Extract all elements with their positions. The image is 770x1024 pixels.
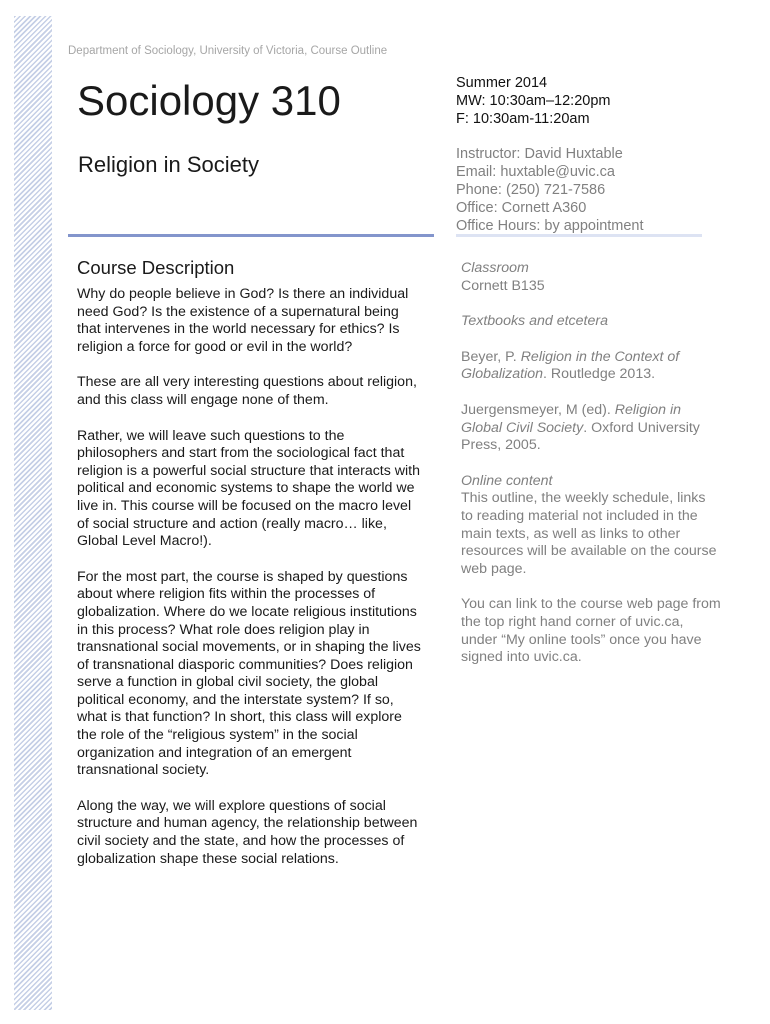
classroom-label: Classroom (461, 260, 529, 276)
phone-line: Phone: (250) 721-7586 (456, 182, 606, 198)
textbooks-label: Textbooks and etcetera (461, 313, 608, 330)
classroom-value: Cornett B135 (461, 277, 545, 294)
header-divider-left (68, 234, 434, 237)
classroom-block (461, 260, 721, 295)
description-paragraph: For the most part, the course is shaped by questions about where religion fits within the processes of globalization. Where do we locate religious institutions in this process? What role does religion play in transnational social movements, or in shaping the lives of transnational diasporic communities? Does religion serve a function in global civil society, the global political economy, and the interstate system? If so, what is that function? In short, this class will explore the role of the “religious system” in the social organization and integration of an emergent transnational society. (77, 568, 421, 779)
online-content-text: This outline, the weekly schedule, links to reading material not included in the main texts, as well as links to other resources will be available on the course web page. (461, 490, 717, 577)
department-line: Department of Sociology, University of Victoria, Course Outline (68, 45, 388, 57)
course-description-section (77, 256, 425, 886)
description-paragraph: Along the way, we will explore questions of social structure and human agency, the relationship between civil society and the state, and how the processes of globalization shape these social relations. (77, 797, 418, 867)
course-subtitle: Religion in Society (78, 152, 259, 177)
course-title: Sociology 310 (77, 77, 341, 124)
textbook-entry (461, 402, 721, 455)
description-paragraph: These are all very interesting questions about religion, and this class will engage none of them. (77, 374, 417, 408)
textbook-author: Juergensmeyer, M (ed). (461, 401, 615, 418)
course-description-heading: Course Description (77, 257, 235, 278)
f-time: F: 10:30am-11:20am (456, 111, 590, 127)
sidebar-info (461, 260, 721, 685)
online-content-block (461, 473, 721, 579)
instructor-line: Instructor: David Huxtable (456, 146, 623, 162)
decorative-side-stripe (14, 16, 52, 1010)
description-paragraph: Rather, we will leave such questions to the philosophers and start from the sociological fact that religion is a powerful social structure that interacts with political and economic systems to shape the world we live in. This course will be focused on the macro level of social structure and action (really macro… like, Global Level Macro!). (77, 427, 421, 550)
email-line: Email: huxtable@uvic.ca (456, 164, 615, 180)
contact-block (456, 146, 644, 236)
textbook-title: Religion in Global Civil Society (461, 401, 682, 436)
term-label: Summer 2014 (456, 75, 548, 91)
office-hours-line: Office Hours: by appointment (456, 218, 644, 234)
online-content-label: Online content (461, 472, 553, 489)
office-line: Office: Cornett A360 (456, 200, 587, 216)
header-divider-right (456, 234, 702, 237)
textbook-title: Religion in the Context of Globalization (461, 348, 680, 383)
course-web-page-note: You can link to the course web page from the top right hand corner of uvic.ca, under “My online tools” once you have signed into uvic.ca. (461, 596, 721, 666)
textbook-author: Beyer, P. (461, 348, 521, 365)
description-paragraph: Why do people believe in God? Is there an individual need God? Is the existence of a supernatural being that intervenes in the world necessary for ethics? Is religion a force for good or evil in the world? (77, 286, 409, 355)
schedule-block (456, 74, 610, 128)
textbook-publisher: . Oxford University Press, 2005. (461, 419, 700, 454)
textbook-entry (461, 349, 721, 384)
mw-time: MW: 10:30am–12:20pm (456, 93, 611, 109)
textbook-publisher: . Routledge 2013. (543, 366, 656, 383)
